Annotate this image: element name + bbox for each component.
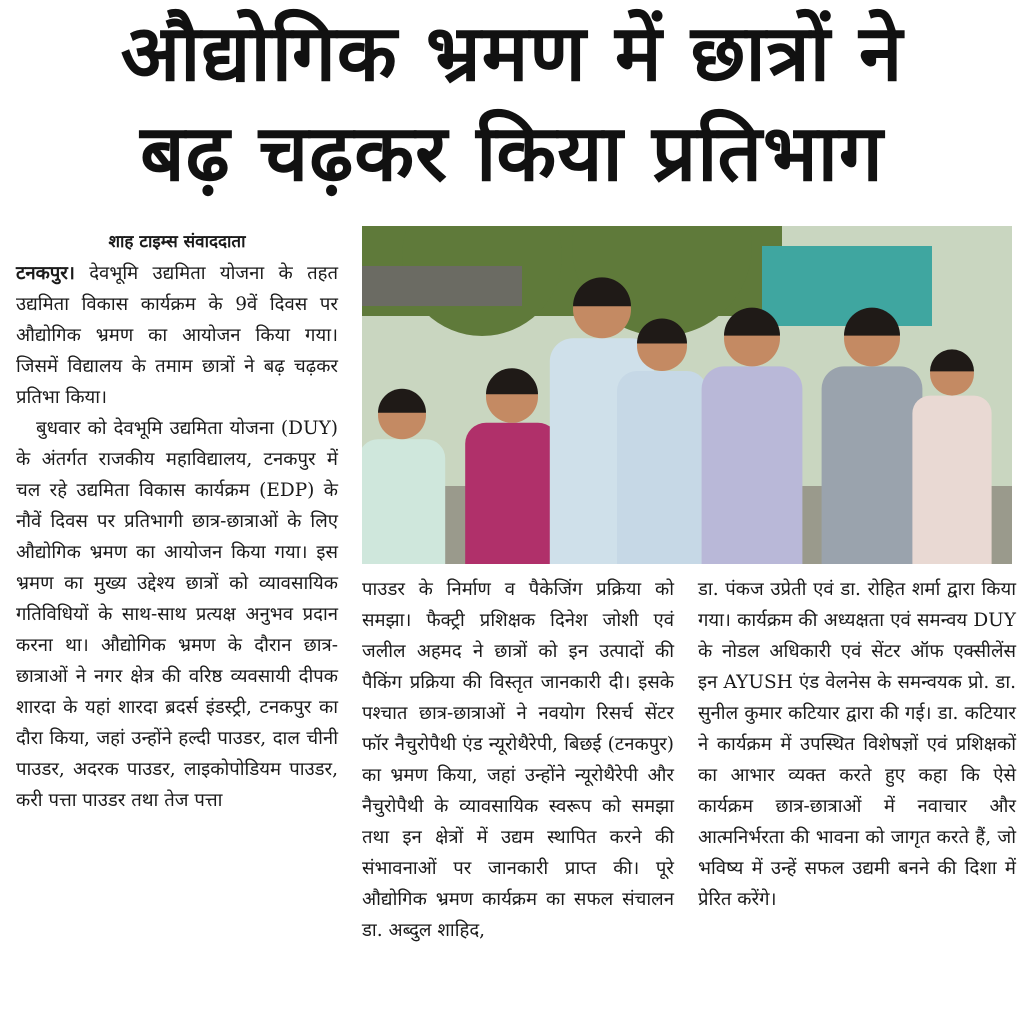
article-column-2 bbox=[362, 574, 674, 946]
photo-person-body bbox=[617, 371, 707, 564]
article-paragraph-1 bbox=[16, 258, 338, 413]
news-photo bbox=[362, 226, 1012, 564]
article-paragraph-4: डा. पंकज उप्रेती एवं डा. रोहित शर्मा द्वारा किया गया। कार्यक्रम की अध्यक्षता एवं समन्वय DUY के नोडल अधिकारी एवं सेंटर ऑफ एक्सीलेंस इन AYUSH एंड वेलनेस के समन्वयक प्रो. डा. सुनील कुमार कटियार द्वारा की गई। डा. कटियार ने कार्यक्रम में उपस्थित विशेषज्ञों एवं प्रशिक्षकों का आभार व्यक्त करते हुए कहा कि ऐसे कार्यक्रम छात्र-छात्राओं में नवाचार और आत्मनिर्भरता की भावना को जागृत करते हैं, जो भविष्य में उन्हें सफल उद्यमी बनने की दिशा में प्रेरित करेंगे। bbox=[698, 579, 1016, 910]
article-paragraph-2: बुधवार को देवभूमि उद्यमिता योजना (DUY) के अंतर्गत राजकीय महाविद्यालय, टनकपुर में चल रहे उद्यमिता विकास कार्यक्रम (EDP) के नौवें दिवस पर प्रतिभागी छात्र-छात्राओं के लिए औद्योगिक भ्रमण का आयोजन किया गया। इस भ्रमण का मुख्य उद्देश्य छात्रों को व्यावसायिक गतिविधियों के साथ-साथ प्रत्यक्ष अनुभव प्रदान करना था। औद्योगिक भ्रमण के दौरान छात्र-छात्राओं ने नगर क्षेत्र की वरिष्ठ व्यवसायी दीपक शारदा के यहां शारदा ब्रदर्स इंडस्ट्री, टनकपुर का दौरा किया, जहां उन्होंने हल्दी पाउडर, दाल चीनी पाउडर, अदरक पाउडर, लाइकोपोडियम पाउडर, करी पत्ता पाउडर तथा तेज पत्ता bbox=[16, 418, 338, 811]
photo-person-body bbox=[465, 423, 559, 564]
dateline: टनकपुर। bbox=[16, 263, 75, 284]
photo-person-body bbox=[702, 366, 803, 564]
photo-person-body bbox=[362, 439, 445, 564]
article-column-1 bbox=[16, 228, 338, 816]
paragraph-1-text: देवभूमि उद्यमिता योजना के तहत उद्यमिता विकास कार्यक्रम के 9वें दिवस पर औद्योगिक भ्रमण का आयोजन किया गया। जिसमें विद्यालय के तमाम छात्रों ने बढ़ चढ़कर प्रतिभा किया। bbox=[16, 263, 338, 408]
headline bbox=[0, 4, 1024, 204]
headline-line-2: बढ़ चढ़कर किया प्रतिभाग bbox=[140, 109, 884, 199]
article-column-3 bbox=[698, 574, 1016, 915]
article-paragraph-3: पाउडर के निर्माण व पैकेजिंग प्रक्रिया को समझा। फैक्ट्री प्रशिक्षक दिनेश जोशी एवं जलील अहमद ने छात्रों को इन उत्पादों की पैकिंग प्रक्रिया की विस्तृत जानकारी दी। इसके पश्चात छात्र-छात्राओं ने नवयोग रिसर्च सेंटर फॉर नैचुरोपैथी एंड न्यूरोथैरेपी, बिछई (टनकपुर) का भ्रमण किया, जहां उन्होंने न्यूरोथैरेपी और नैचुरोपैथी के व्यावसायिक स्वरूप को समझा तथा इन क्षेत्रों में उद्यम स्थापित करने की संभावनाओं पर जानकारी प्राप्त की। पूरे औद्योगिक भ्रमण कार्यक्रम का सफल संचालन डा. अब्दुल शाहिद, bbox=[362, 579, 674, 941]
headline-line-1: औद्योगिक भ्रमण में छात्रों ने bbox=[120, 9, 904, 99]
photo-person-body bbox=[822, 366, 923, 564]
photo-person-body bbox=[912, 396, 991, 564]
byline: शाह टाइम्स संवाददाता bbox=[108, 232, 246, 252]
news-photo-illustration bbox=[362, 226, 1012, 564]
